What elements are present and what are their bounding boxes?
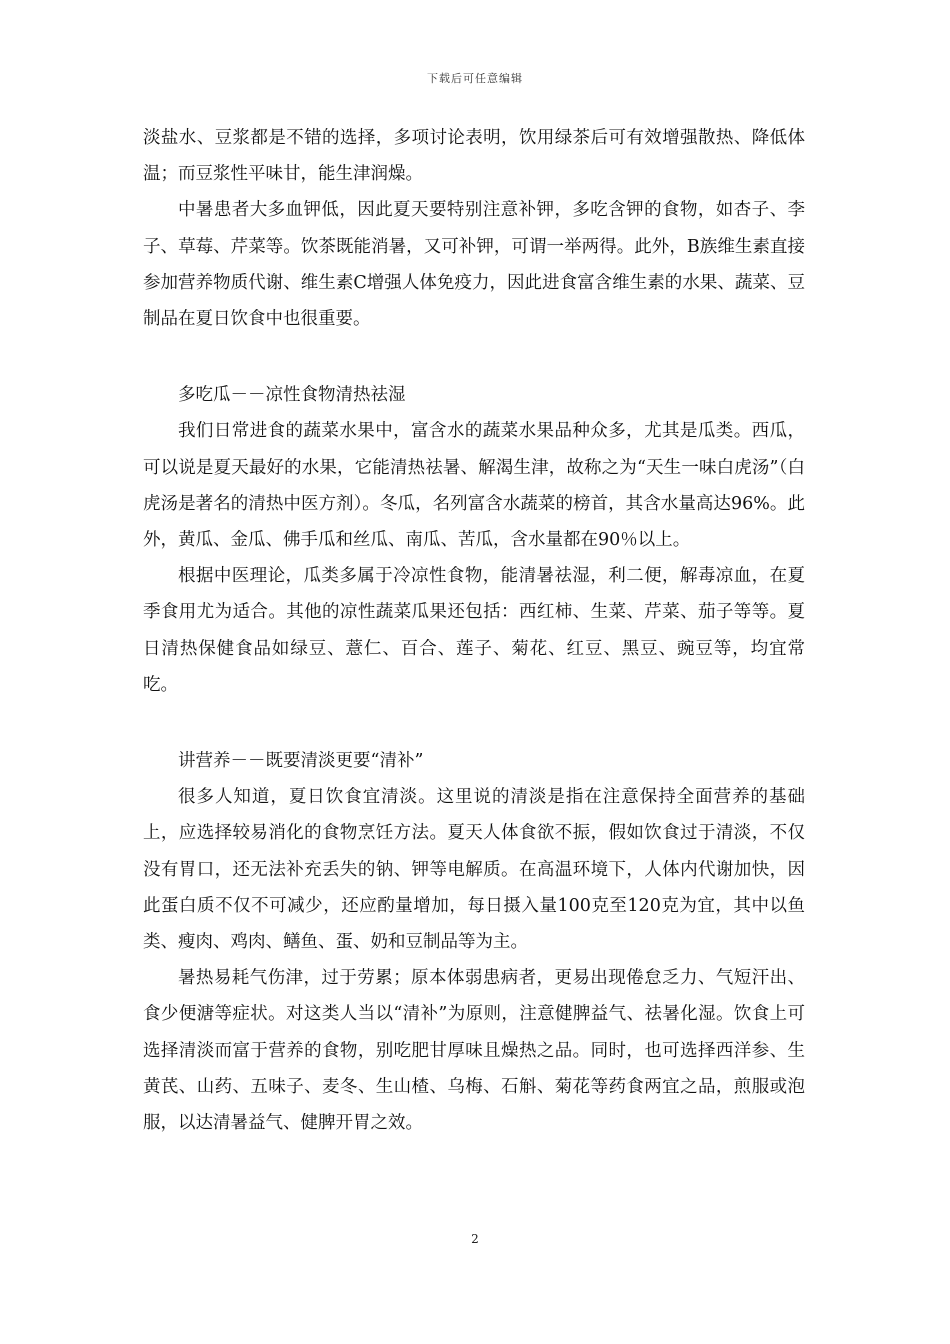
paragraph-5: 很多人知道，夏日饮食宜清淡。这里说的清淡是指在注意保持全面营养的基础上，应选择较易消化的食物烹饪方法。夏天人体食欲不振，假如饮食过于清淡，不仅没有胃口，还无法补充丢失的钠、钾等电解质。在高温环境下，人体内代谢加快，因此蛋白质不仅不可减少，还应酌量增加，每日摄入量100克至120克为宜，其中以鱼类、瘦肉、鸡肉、鳝鱼、蛋、奶和豆制品等为主。 [143, 787, 805, 953]
section-heading-1: 多吃瓜－－凉性食物清热祛湿 [178, 385, 406, 406]
section-gap [143, 703, 805, 743]
section-heading-2: 讲营养－－既要清淡更要“清补” [178, 751, 424, 772]
document-body [143, 120, 805, 1141]
paragraph-2: 中暑患者大多血钾低，因此夏天要特别注意补钾，多吃含钾的食物，如杏子、李子、草莓、芹菜等。饮茶既能消暑，又可补钾，可谓一举两得。此外，B族维生素直接参加营养物质代谢、维生素C增强人体免疫力，因此进食富含维生素的水果、蔬菜、豆制品在夏日饮食中也很重要。 [143, 200, 805, 330]
paragraph-4: 根据中医理论，瓜类多属于冷凉性食物，能清暑祛湿，利二便，解毒凉血，在夏季食用尤为适合。其他的凉性蔬菜瓜果还包括：西红柿、生菜、芹菜、茄子等等。夏日清热保健食品如绿豆、薏仁、百合、莲子、菊花、红豆、黑豆、豌豆等，均宜常吃。 [143, 566, 805, 695]
page-number: 2 [471, 1232, 479, 1246]
section-gap [143, 337, 805, 377]
page-header: 下载后可任意编辑 [427, 72, 523, 85]
paragraph-1: 淡盐水、豆浆都是不错的选择，多项讨论表明，饮用绿茶后可有效增强散热、降低体温；而豆浆性平味甘，能生津润燥。 [143, 128, 805, 185]
paragraph-3: 我们日常进食的蔬菜水果中，富含水的蔬菜水果品种众多，尤其是瓜类。西瓜，可以说是夏天最好的水果，它能清热祛暑、解渴生津，故称之为“天生一味白虎汤”（白虎汤是著名的清热中医方剂）。冬瓜，名列富含水蔬菜的榜首，其含水量高达96%。此外，黄瓜、金瓜、佛手瓜和丝瓜、南瓜、苦瓜，含水量都在90％以上。 [143, 421, 805, 551]
paragraph-6: 暑热易耗气伤津，过于劳累；原本体弱患病者，更易出现倦怠乏力、气短汗出、食少便溏等症状。对这类人当以“清补”为原则，注意健脾益气、祛暑化湿。饮食上可选择清淡而富于营养的食物，别吃肥甘厚味且燥热之品。同时，也可选择西洋参、生黄芪、山药、五味子、麦冬、生山楂、乌梅、石斛、菊花等药食两宜之品，煎服或泡服，以达清暑益气、健脾开胃之效。 [143, 968, 805, 1134]
